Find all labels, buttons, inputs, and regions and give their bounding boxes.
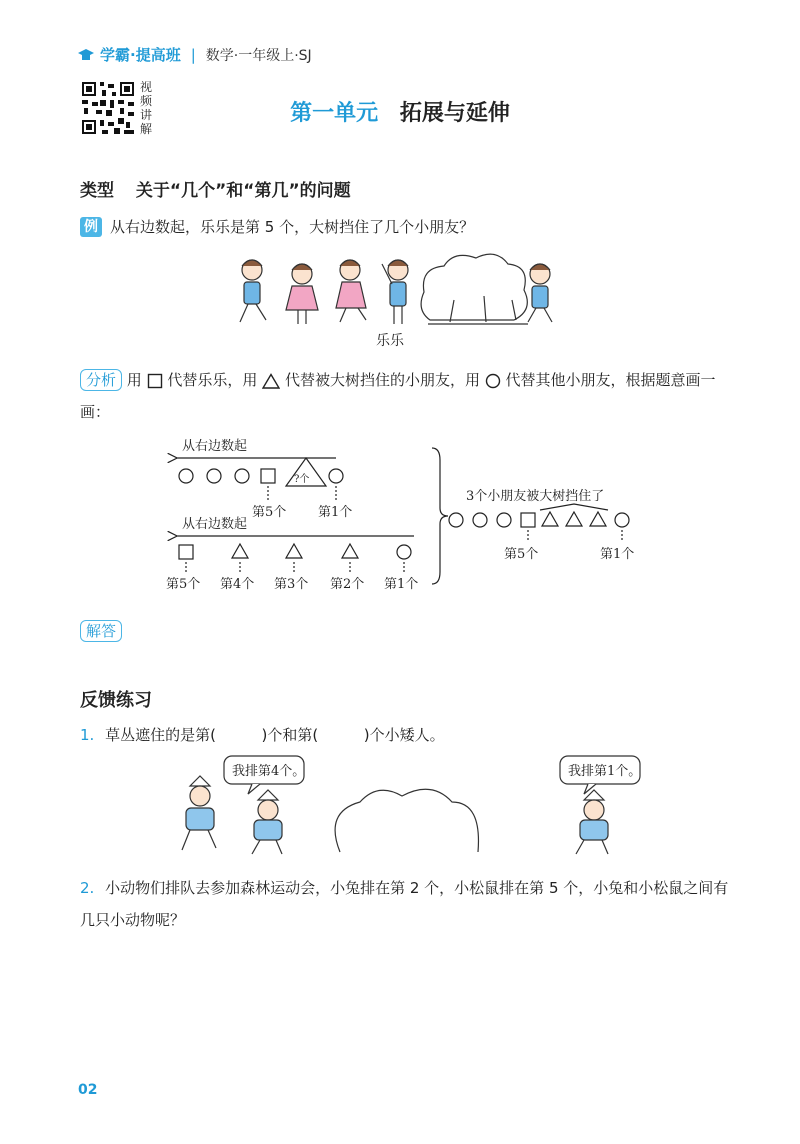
tree-illustration xyxy=(421,254,528,324)
dwarfs-illustration xyxy=(160,752,680,862)
question-2-text: 小动物们排队去参加森林运动会，小兔排在第 2 个，小松鼠排在第 5 个，小兔和小松鼠之间有几只小动物呢？ xyxy=(80,879,729,929)
top-circle-1 xyxy=(179,469,193,483)
feedback-title: 反馈练习 xyxy=(80,690,152,711)
right-triangle-2 xyxy=(566,512,582,526)
bubble-right-text: 我排第1个。 xyxy=(568,764,642,779)
right-circle-2 xyxy=(473,513,487,527)
top-circle-2 xyxy=(207,469,221,483)
unit-number: 第一单元 xyxy=(290,101,379,126)
book-subtitle: 数学·一年级上·SJ xyxy=(205,47,312,64)
right-label-5th: 第5个 xyxy=(504,547,539,562)
top-square xyxy=(261,469,275,483)
question-1-number: 1. xyxy=(80,726,95,744)
triangle-symbol-icon xyxy=(262,373,280,389)
analysis-diagram xyxy=(160,430,680,600)
bottom-label-2nd: 第2个 xyxy=(330,577,365,592)
lele-caption: 乐乐 xyxy=(376,333,404,349)
children-illustration xyxy=(240,260,408,324)
type-title: 关于“几个”和“第几”的问题 xyxy=(135,181,351,201)
bottom-square xyxy=(179,545,193,559)
bottom-label-4th: 第4个 xyxy=(220,577,255,592)
question-mark-label: ?个 xyxy=(294,474,310,485)
child-behind-tree xyxy=(528,264,552,322)
bottom-triangle-1 xyxy=(232,544,248,558)
bush-illustration xyxy=(335,789,478,852)
analysis-badge: 分析 xyxy=(80,369,122,391)
right-caption: 3个小朋友被大树挡住了 xyxy=(466,489,605,504)
bottom-triangle-2 xyxy=(286,544,302,558)
right-circle-4 xyxy=(615,513,629,527)
bottom-label-3rd: 第3个 xyxy=(274,577,309,592)
question-1: 1. 草丛遮住的是第( )个和第( )个小矮人。 xyxy=(80,726,445,744)
graduation-cap-icon xyxy=(78,48,94,62)
brand-divider: | xyxy=(190,45,196,64)
example-badge: 例 xyxy=(80,217,102,237)
unit-name: 拓展与延伸 xyxy=(399,101,510,126)
bottom-label: 从右边数起 xyxy=(182,517,248,532)
top-label-5th: 第5个 xyxy=(252,505,287,520)
answer-badge: 解答 xyxy=(80,620,122,642)
bottom-label-1st: 第1个 xyxy=(384,577,419,592)
bubble-left-text: 我排第4个。 xyxy=(232,764,306,779)
brand-header xyxy=(78,44,312,65)
right-label-1st: 第1个 xyxy=(600,547,635,562)
type-label: 类型 xyxy=(80,181,114,201)
top-label-1st: 第1个 xyxy=(318,505,353,520)
unit-title xyxy=(0,96,800,127)
top-circle-4 xyxy=(329,469,343,483)
right-bracket xyxy=(540,504,608,510)
question-2-number: 2. xyxy=(80,879,95,897)
top-circle-3 xyxy=(235,469,249,483)
right-circle-1 xyxy=(449,513,463,527)
right-triangle-3 xyxy=(590,512,606,526)
analysis-text: 分析 用 代替乐乐，用 代替被大树挡住的小朋友，用 代替其他小朋友，根据题意画一画： xyxy=(80,371,716,421)
answer-section xyxy=(80,620,122,642)
brace xyxy=(432,448,448,584)
right-square xyxy=(521,513,535,527)
circle-symbol-icon xyxy=(485,373,501,389)
bottom-label-5th: 第5个 xyxy=(166,577,201,592)
page-number: 02 xyxy=(78,1082,98,1098)
top-label: 从右边数起 xyxy=(182,439,248,454)
brand-name: 学霸·提高班 xyxy=(100,46,181,64)
bottom-circle xyxy=(397,545,411,559)
right-circle-3 xyxy=(497,513,511,527)
question-2 xyxy=(80,872,730,936)
qr-label: 视 频 讲 解 xyxy=(140,80,153,136)
square-symbol-icon xyxy=(147,373,163,389)
type-heading xyxy=(80,176,367,201)
bottom-triangle-3 xyxy=(342,544,358,558)
right-triangle-1 xyxy=(542,512,558,526)
example-question xyxy=(80,216,474,237)
example-text: 从右边数起，乐乐是第 5 个，大树挡住了几个小朋友？ xyxy=(110,218,475,236)
